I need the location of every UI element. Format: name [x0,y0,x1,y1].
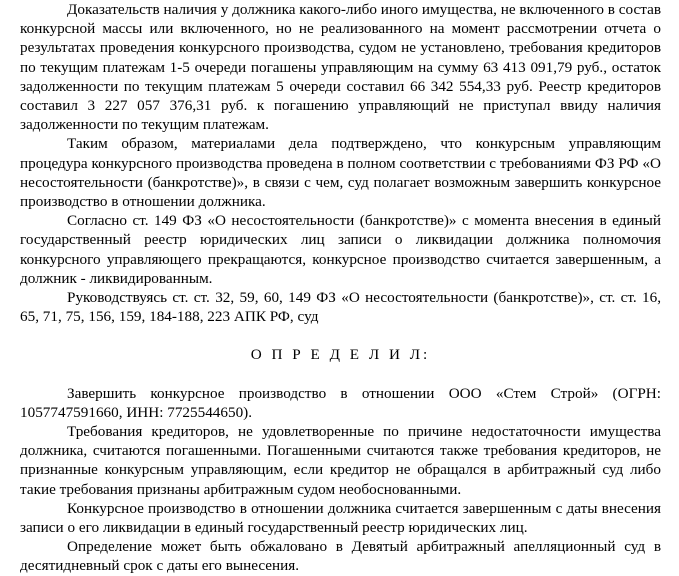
paragraph-completion-date: Конкурсное производство в отношении должника считается завершенным с даты внесения записи о его ликвидации в единый государственный реестр юридических лиц. [20,499,661,537]
paragraph-conclusion: Таким образом, материалами дела подтверждено, что конкурсным управляющим процедура конкурсного производства проведена в полном соответствии с требованиями ФЗ РФ «О несостоятельности (банкротстве)», в связи с чем, суд полагает возможным завершить конкурсное производство в отношении должника. [20,135,661,211]
paragraph-article-149: Согласно ст. 149 ФЗ «О несостоятельности (банкротстве)» с момента внесения в единый государственный реестр юридических лиц записи о ликвидации должника полномочия конкурсного управляющего прекращаются, конкурсное производство считается завершенным, а должник - ликвидированным. [20,212,661,287]
paragraph-guided-by: Руководствуясь ст. ст. 32, 59, 60, 149 ФЗ «О несостоятельности (банкротстве)», ст. ст. 16, 65, 71, 75, 156, 159, 184-188, 223 АПК РФ, суд [20,289,661,326]
paragraph-evidence-of-property: Доказательств наличия у должника какого-либо иного имущества, не включенного в состав конкурсной массы или включенного, но не реализованного на момент рассмотрении отчета о результатах проведения конкурсного производства, судом не установлено, требования кредиторов по текущим платежам 1-5 очереди погашены управляющим на сумму 63 413 091,79 руб., остаток задолженности по текущим платежам 5 очереди составил 66 342 554,33 руб. Реестр кредиторов составил 3 227 057 376,31 руб. к погашению управляющий не приступал ввиду наличия задолженности по текущим платежам. [20,1,661,134]
paragraph-complete-proceedings: Завершить конкурсное производство в отношении ООО «Стем Строй» (ОГРН: 1057747591660, ИНН: 7725544650). [20,384,661,421]
paragraph-appeal: Определение может быть обжаловано в Девятый арбитражный апелляционный суд в десятидневный срок с даты его вынесения. [20,538,661,575]
paragraph-creditor-claims: Требования кредиторов, не удовлетворенные по причине недостаточности имущества должника, считаются погашенными. Погашенными считаются также требования кредиторов, не признанные конкурсным управляющим, если кредитор не обращался в арбитражный суд либо такие требования признаны арбитражным судом необоснованными. [20,423,661,498]
document-page [20,0,661,576]
ruling-heading: О П Р Е Д Е Л И Л: [250,346,431,364]
